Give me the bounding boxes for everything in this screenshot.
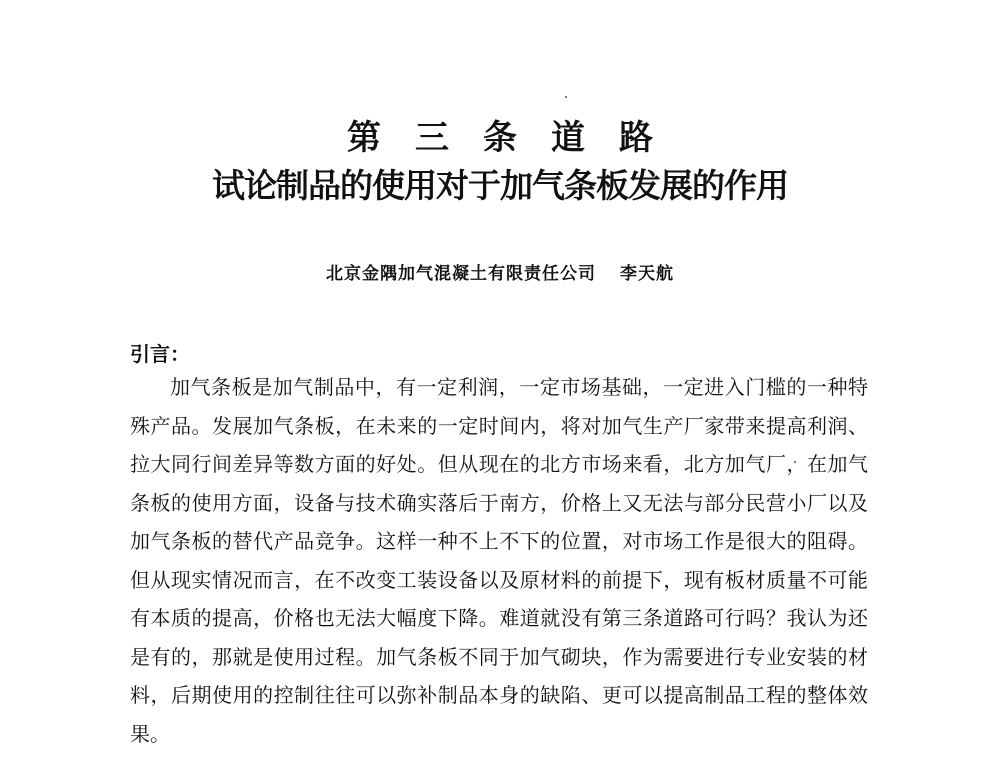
byline [0,259,1000,284]
introduction-paragraph: 加气条板是加气制品中，有一定利润，一定市场基础，一定进入门槛的一种特殊产品。发展加气条板，在未来的一定时间内，将对加气生产厂家带来提高利润、拉大同行间差异等数方面的好处。但从现在的北方市场来看，北方加气厂，在加气条板的使用方面，设备与技术确实落后于南方，价格上又无法与部分民营小厂以及加气条板的替代产品竞争。这样一种不上不下的位置，对市场工作是很大的阻碍。但从现实情况而言，在不改变工装设备以及原材料的前提下，现有板材质量不可能有本质的提高，价格也无法大幅度下降。难道就没有第三条道路可行吗？我认为还是有的，那就是使用过程。加气条板不同于加气砌块，作为需要进行专业安装的材料，后期使用的控制往往可以弥补制品本身的缺陷、更可以提高制品工程的整体效果。 [130,375,868,746]
scan-speck [565,96,567,98]
article-title: 第三条道路 [347,118,687,158]
byline-company: 北京金隅加气混凝土有限责任公司 [326,264,596,284]
byline-author: 李天航 [620,264,674,284]
article-subtitle: 试论制品的使用对于加气条板发展的作用 [212,166,788,205]
section-heading-introduction: 引言： [130,342,190,366]
